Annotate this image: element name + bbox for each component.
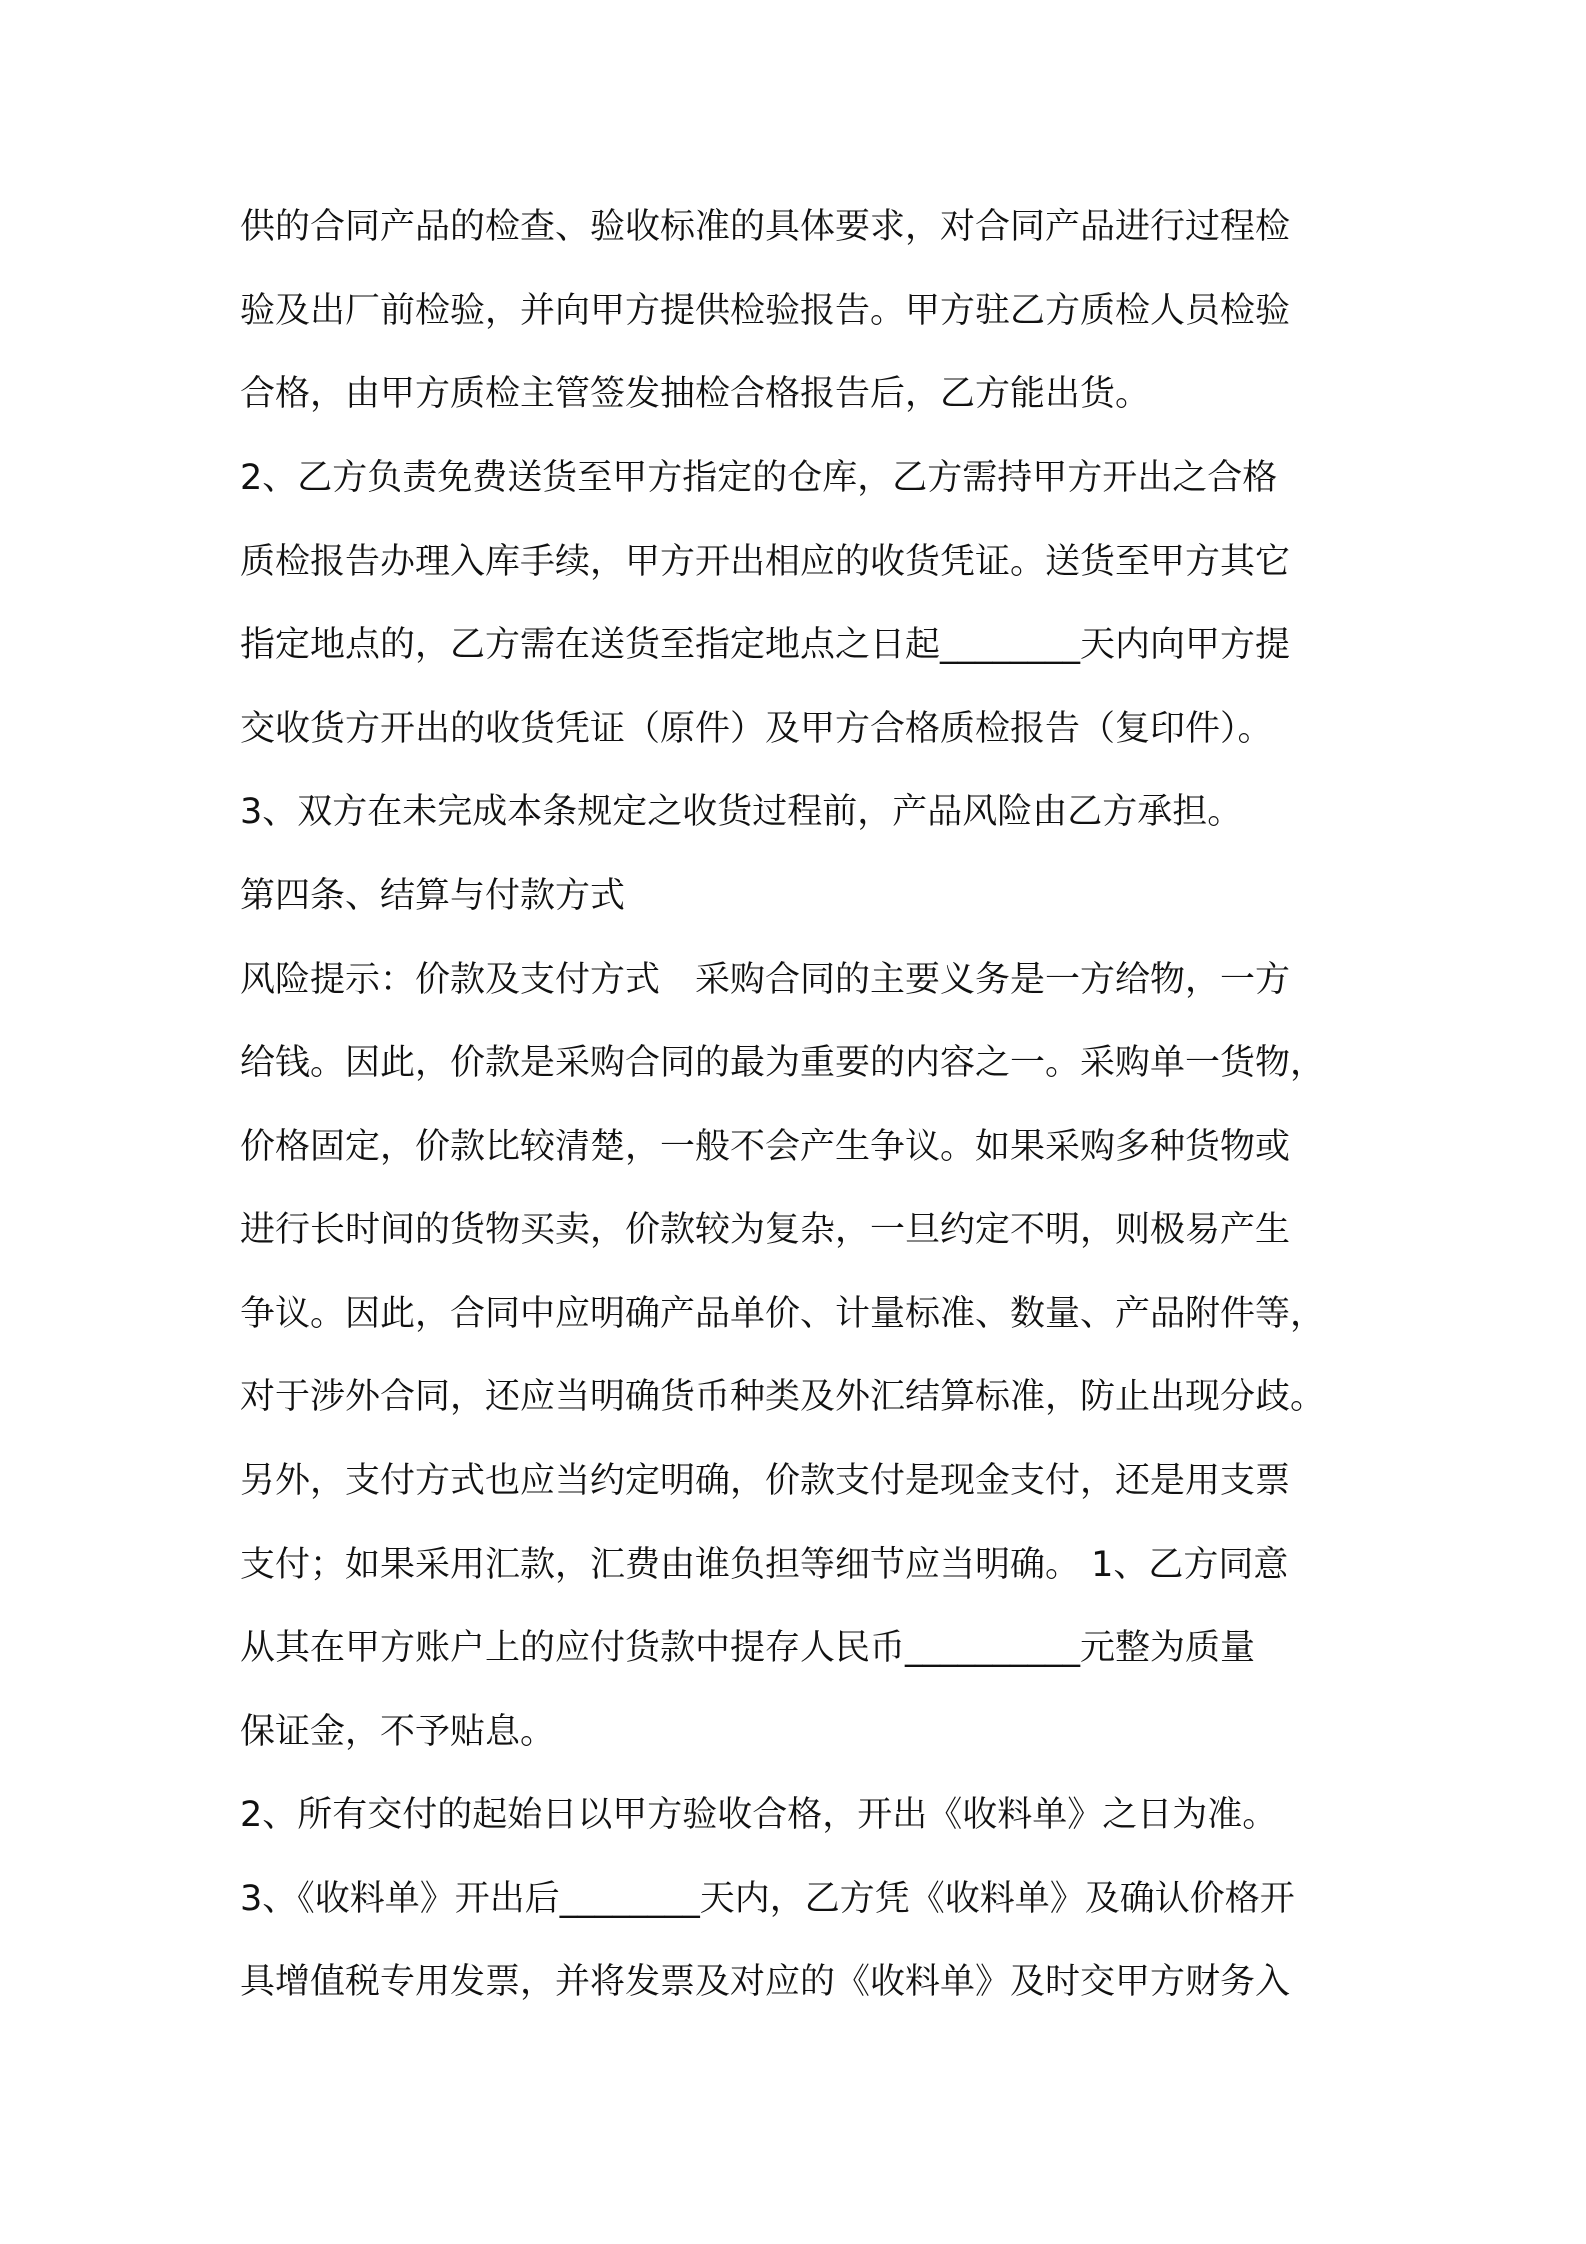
text-line: 2、所有交付的起始日以甲方验收合格，开出《收料单》之日为准。	[240, 1795, 1278, 1835]
text-line: 保证金，不予贴息。	[240, 1712, 556, 1752]
text-line: 给钱。因此，价款是采购合同的最为重要的内容之一。采购单一货物，	[240, 1043, 1326, 1083]
text-line: 供的合同产品的检查、验收标准的具体要求，对合同产品进行过程检	[240, 207, 1291, 247]
text-line: 价格固定，价款比较清楚，一般不会产生争议。如果采购多种货物或	[240, 1127, 1291, 1167]
section-heading: 第四条、结算与付款方式	[240, 876, 626, 916]
text-line: 另外，支付方式也应当约定明确，价款支付是现金支付，还是用支票	[240, 1461, 1291, 1501]
text-line: 指定地点的，乙方需在送货至指定地点之日起________天内向甲方提	[240, 625, 1291, 665]
text-line: 质检报告办理入库手续，甲方开出相应的收货凭证。送货至甲方其它	[240, 542, 1291, 582]
text-line: 交收货方开出的收货凭证（原件）及甲方合格质检报告（复印件）。	[240, 709, 1273, 749]
text-line: 争议。因此，合同中应明确产品单价、计量标准、数量、产品附件等，	[240, 1294, 1326, 1334]
text-line: 合格，由甲方质检主管签发抽检合格报告后，乙方能出货。	[240, 374, 1151, 414]
text-line: 对于涉外合同，还应当明确货币种类及外汇结算标准，防止出现分歧。	[240, 1377, 1326, 1417]
text-line: 3、双方在未完成本条规定之收货过程前，产品风险由乙方承担。	[240, 792, 1243, 832]
text-line: 具增值税专用发票，并将发票及对应的《收料单》及时交甲方财务入	[240, 1962, 1291, 2002]
text-line: 支付；如果采用汇款，汇费由谁负担等细节应当明确。 1、乙方同意	[240, 1545, 1289, 1585]
text-line: 验及出厂前检验，并向甲方提供检验报告。甲方驻乙方质检人员检验	[240, 291, 1291, 331]
text-line: 从其在甲方账户上的应付货款中提存人民币__________元整为质量	[240, 1628, 1256, 1668]
text-line: 风险提示：价款及支付方式 采购合同的主要义务是一方给物，一方	[240, 960, 1291, 1000]
text-line: 进行长时间的货物买卖，价款较为复杂，一旦约定不明，则极易产生	[240, 1210, 1291, 1250]
text-line: 3、《收料单》开出后________天内，乙方凭《收料单》及确认价格开	[240, 1879, 1295, 1919]
text-line: 2、乙方负责免费送货至甲方指定的仓库，乙方需持甲方开出之合格	[240, 458, 1278, 498]
